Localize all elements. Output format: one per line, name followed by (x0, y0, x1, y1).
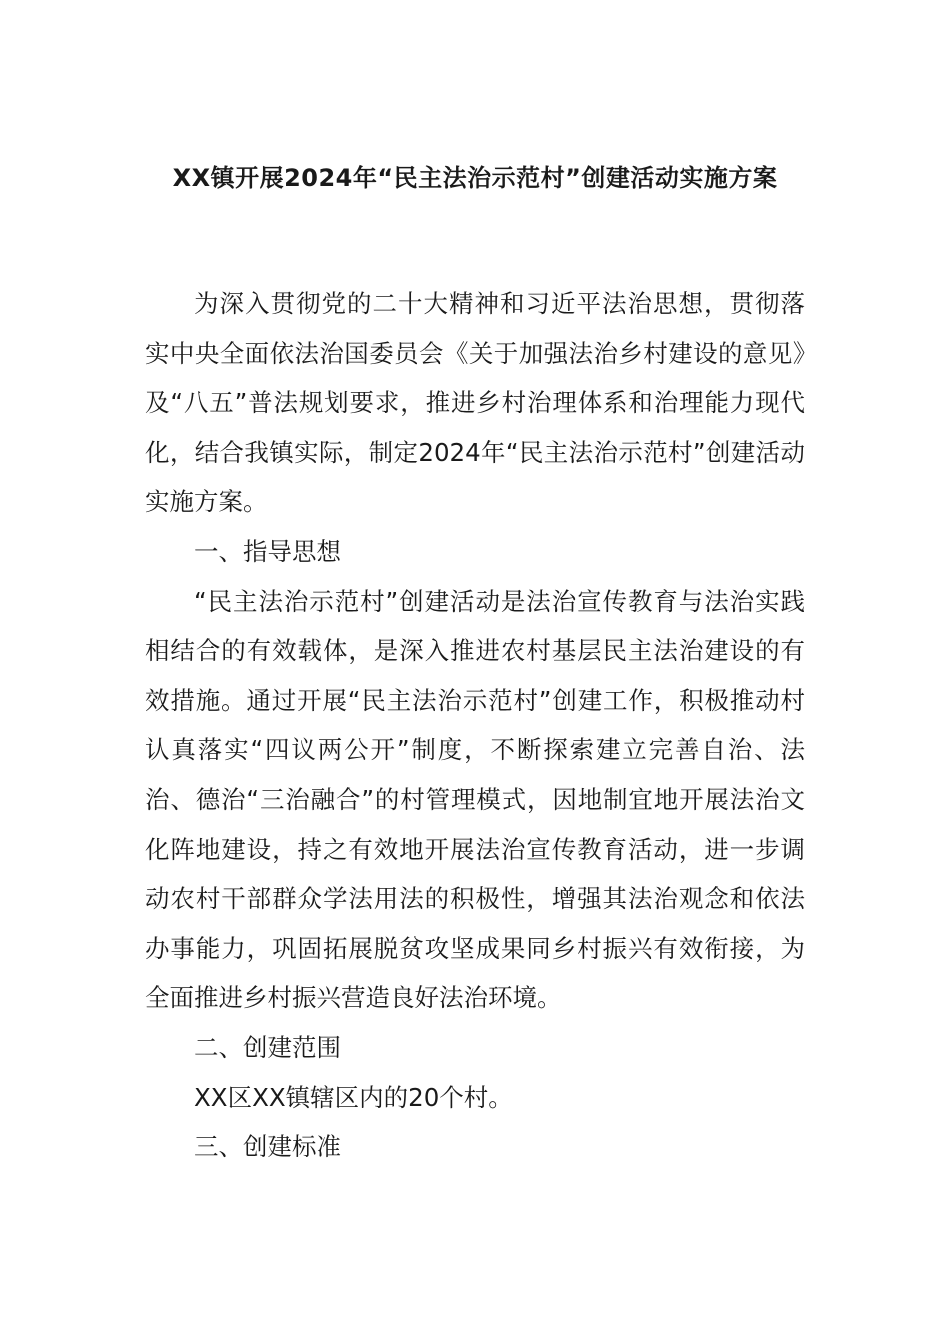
intro-paragraph: 为深入贯彻党的二十大精神和习近平法治思想，贯彻落实中央全面依法治国委员会《关于加强法治乡村建设的意见》及“八五”普法规划要求，推进乡村治理体系和治理能力现代化，结合我镇实际，制定2024年“民主法治示范村”创建活动实施方案。 (145, 289, 805, 517)
section-heading-scope: 二、创建范围 (194, 1032, 341, 1062)
guiding-thought-paragraph: “民主法治示范村”创建活动是法治宣传教育与法治实践相结合的有效载体，是深入推进农村基层民主法治建设的有效措施。通过开展“民主法治示范村”创建工作，积极推动村认真落实“四议两公开”制度，不断探索建立完善自治、法治、德治“三治融合”的村管理模式，因地制宜地开展法治文化阵地建设，持之有效地开展法治宣传教育活动，进一步调动农村干部群众学法用法的积极性，增强其法治观念和依法办事能力，巩固拓展脱贫攻坚成果同乡村振兴有效衔接，为全面推进乡村振兴营造良好法治环境。 (145, 586, 805, 1013)
scope-paragraph: XX区XX镇辖区内的20个村。 (194, 1082, 513, 1112)
document-title: XX镇开展2024年“民主法治示范村”创建活动实施方案 (172, 164, 778, 192)
document-body (145, 279, 805, 1172)
section-heading-standards: 三、创建标准 (194, 1132, 341, 1162)
section-heading-guiding-thought: 一、指导思想 (194, 536, 341, 566)
